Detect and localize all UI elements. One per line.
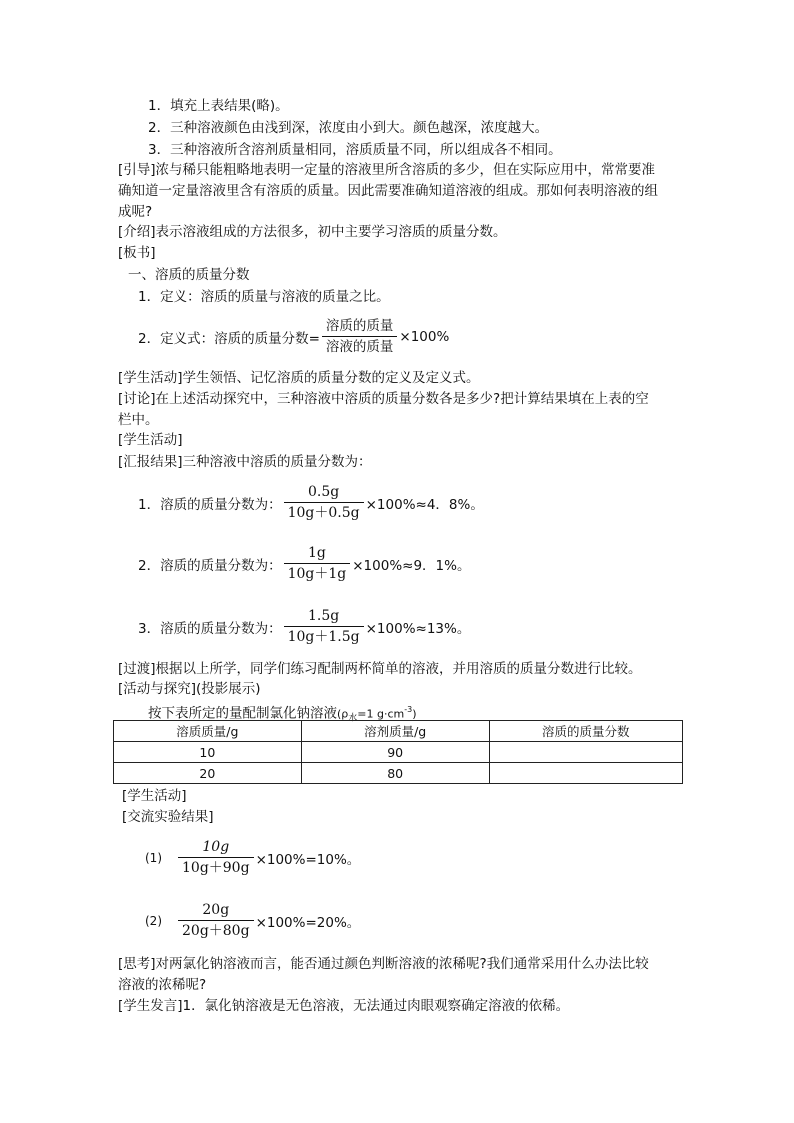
experiment-formula bbox=[145, 837, 360, 878]
text-line: 1．填充上表结果(略)。 bbox=[148, 98, 289, 114]
text-line: [介绍]表示溶液组成的方法很多，初中主要学习溶质的质量分数。 bbox=[118, 224, 507, 240]
text-line: [学生活动] bbox=[118, 432, 183, 448]
text-line: [活动与探究](投影展示) bbox=[118, 681, 261, 697]
formula-prefix: 2．溶质的质量分数为： bbox=[138, 557, 282, 574]
fraction bbox=[322, 316, 398, 357]
fraction-numerator: 10g bbox=[202, 839, 230, 855]
text-line: [学生活动] bbox=[122, 788, 187, 804]
formula-prefix: 2．定义式：溶质的质量分数= bbox=[138, 330, 320, 347]
result-formula bbox=[138, 482, 484, 523]
table-cell bbox=[489, 763, 682, 784]
table-row bbox=[114, 763, 683, 784]
formula-suffix: ×100%≈13%。 bbox=[365, 620, 471, 637]
fraction-denominator: 10g＋90g bbox=[178, 857, 254, 878]
fraction bbox=[178, 837, 254, 878]
text-line: [讨论]在上述活动探究中，三种溶液中溶质的质量分数各是多少?把计算结果填在上表的空 bbox=[118, 391, 649, 407]
table-cell: 80 bbox=[301, 763, 489, 784]
formula-prefix: (1) bbox=[145, 850, 162, 865]
caption-close: ) bbox=[412, 707, 417, 721]
density-subscript: 水 bbox=[348, 713, 358, 724]
fraction bbox=[178, 900, 254, 941]
fraction-denominator: 10g＋1g bbox=[284, 563, 351, 584]
formula-suffix: ×100%≈4．8%。 bbox=[365, 496, 484, 513]
text-line: 溶液的浓稀呢? bbox=[118, 977, 207, 993]
text-line: 确知道一定量溶液里含有溶质的质量。因此需要准确知道溶液的组成。那如何表明溶液的组 bbox=[118, 183, 658, 199]
result-formula bbox=[138, 606, 470, 647]
result-formula bbox=[138, 543, 470, 584]
fraction-denominator: 10g＋0.5g bbox=[284, 502, 364, 523]
density-value: =1 g·cm bbox=[357, 707, 405, 721]
table-header-cell: 溶质的质量分数 bbox=[489, 721, 682, 742]
fraction-denominator: 10g＋1.5g bbox=[284, 626, 364, 647]
text-line: [板书] bbox=[118, 245, 156, 261]
fraction bbox=[284, 482, 364, 523]
density-symbol: ρ bbox=[341, 707, 349, 721]
definition-formula bbox=[138, 316, 449, 357]
formula-prefix: (2) bbox=[145, 913, 162, 928]
nacl-table bbox=[113, 720, 683, 784]
text-line: [汇报结果]三种溶液中溶质的质量分数为： bbox=[118, 454, 372, 470]
text-line: [思考]对两氯化钠溶液而言，能否通过颜色判断溶液的浓稀呢?我们通常采用什么办法比较 bbox=[118, 956, 649, 972]
text-line: 1．定义：溶质的质量与溶液的质量之比。 bbox=[138, 289, 390, 305]
fraction-numerator: 1.5g bbox=[307, 608, 340, 624]
text-line: [引导]浓与稀只能粗略地表明一定量的溶液里所含溶质的多少，但在实际应用中，常常要准 bbox=[118, 162, 656, 178]
table-row bbox=[114, 742, 683, 763]
table-caption: 按下表所定的量配制氯化钠溶液($\rho_水=1$ $g\cdot cm^{-3}$) bbox=[148, 705, 417, 724]
table-cell: 10 bbox=[114, 742, 302, 763]
text-line: [交流实验结果] bbox=[122, 809, 214, 825]
table-cell bbox=[489, 742, 682, 763]
fraction bbox=[284, 543, 351, 584]
table-cell: 90 bbox=[301, 742, 489, 763]
fraction-numerator: 20g bbox=[202, 902, 230, 918]
table-cell: 20 bbox=[114, 763, 302, 784]
density-exponent: -3 bbox=[404, 705, 413, 714]
text-line: 2．三种溶液颜色由浅到深，浓度由小到大。颜色越深，浓度越大。 bbox=[148, 120, 549, 136]
section-heading: 一、溶质的质量分数 bbox=[128, 267, 250, 283]
fraction-denominator: 20g＋80g bbox=[178, 920, 254, 941]
table-header-cell: 溶剂质量/g bbox=[301, 721, 489, 742]
formula-suffix: ×100%=20%。 bbox=[255, 914, 361, 931]
text-line: [学生发言]1．氯化钠溶液是无色溶液，无法通过肉眼观察确定溶液的依稀。 bbox=[118, 998, 570, 1014]
caption-text: 按下表所定的量配制氯化钠溶液 bbox=[148, 705, 337, 722]
text-line: 成呢? bbox=[118, 204, 153, 220]
formula-suffix: ×100%=10%。 bbox=[255, 851, 361, 868]
formula-prefix: 1．溶质的质量分数为： bbox=[138, 496, 282, 513]
text-line: [学生活动]学生领悟、记忆溶质的质量分数的定义及定义式。 bbox=[118, 370, 480, 386]
formula-suffix: ×100% bbox=[399, 328, 450, 345]
fraction bbox=[284, 606, 364, 647]
fraction-numerator: 1g bbox=[307, 545, 326, 561]
text-line: 3．三种溶液所含溶剂质量相同，溶质质量不同，所以组成各不相同。 bbox=[148, 142, 562, 158]
fraction-numerator: 0.5g bbox=[307, 484, 340, 500]
table-header-row bbox=[114, 721, 683, 742]
formula-suffix: ×100%≈9．1%。 bbox=[352, 557, 471, 574]
text-line: 栏中。 bbox=[118, 412, 159, 428]
fraction-numerator: 溶质的质量 bbox=[325, 318, 394, 334]
formula-prefix: 3．溶质的质量分数为： bbox=[138, 620, 282, 637]
fraction-denominator: 溶液的质量 bbox=[322, 336, 398, 357]
experiment-formula bbox=[145, 900, 360, 941]
text-line: [过渡]根据以上所学，同学们练习配制两杯简单的溶液，并用溶质的质量分数进行比较。 bbox=[118, 661, 642, 677]
table-header-cell: 溶质质量/g bbox=[114, 721, 302, 742]
